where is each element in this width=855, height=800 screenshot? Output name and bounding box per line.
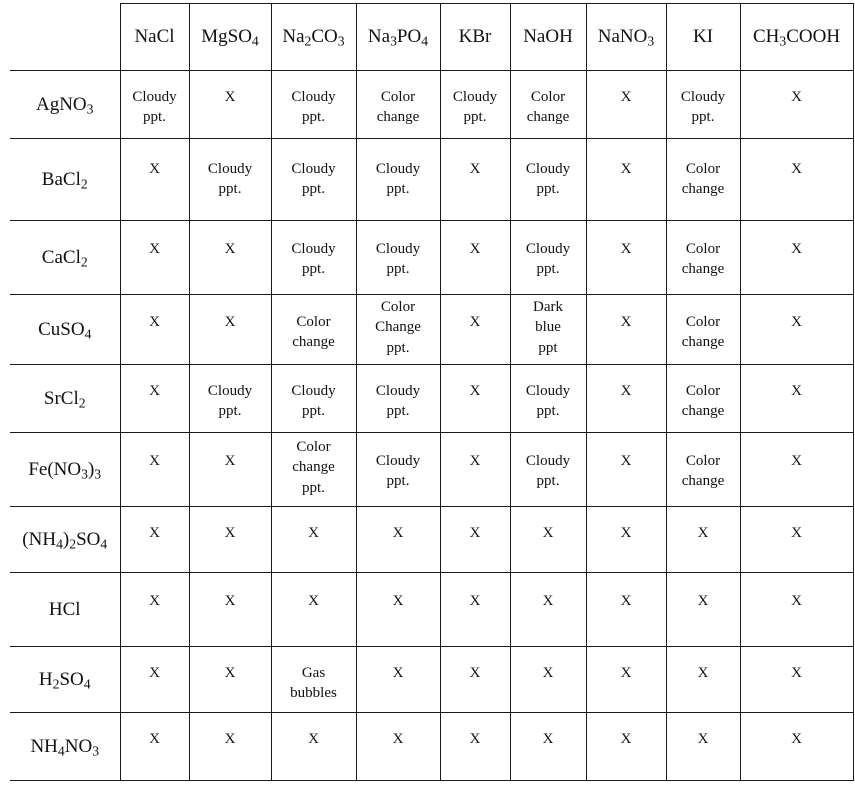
result-text: X <box>392 731 404 747</box>
result-cell <box>740 365 853 433</box>
formula-text: SO <box>59 668 84 690</box>
formula-text: Na <box>367 25 391 47</box>
result-cell <box>510 221 586 295</box>
result-text: Cloudy ppt. <box>452 89 498 126</box>
row-header-srcl2 <box>10 365 120 433</box>
result-cell <box>120 71 189 139</box>
result-cell <box>440 573 510 647</box>
formula-text: Na <box>282 25 305 47</box>
table-row <box>10 221 853 295</box>
reaction-results-table <box>10 3 854 781</box>
result-cell <box>510 139 586 221</box>
formula-text: BaCl <box>41 168 81 190</box>
result-text: Cloudy ppt. <box>680 89 726 126</box>
result-text: X <box>469 525 481 541</box>
result-text: X <box>791 453 802 469</box>
result-text: X <box>224 453 236 469</box>
result-cell <box>666 573 740 647</box>
result-text: X <box>791 161 802 177</box>
formula-subscript: 3 <box>92 742 100 758</box>
result-cell <box>120 433 189 507</box>
column-header-mgso4 <box>189 4 271 71</box>
result-text: X <box>791 383 802 399</box>
formula-text: SrCl <box>43 387 79 409</box>
result-text: Cloudy ppt. <box>291 241 336 278</box>
result-text: X <box>469 665 481 681</box>
result-cell <box>440 647 510 713</box>
result-text: X <box>620 453 632 469</box>
result-text: X <box>542 731 554 747</box>
result-cell <box>666 295 740 365</box>
result-text: Cloudy ppt. <box>291 89 336 126</box>
result-cell <box>120 139 189 221</box>
result-cell <box>189 647 271 713</box>
formula-text: Fe(NO <box>28 458 82 480</box>
result-text: Color change <box>681 241 725 278</box>
formula-subscript: 3 <box>337 32 345 48</box>
result-text: X <box>620 731 632 747</box>
result-text: Color change <box>526 89 570 126</box>
result-cell <box>120 295 189 365</box>
result-cell <box>356 71 440 139</box>
formula-subscript: 3 <box>779 32 787 48</box>
table-row <box>10 507 853 573</box>
formula-text: CO <box>311 25 338 47</box>
result-text: X <box>469 453 481 469</box>
result-text: Color Change ppt. <box>375 299 421 356</box>
formula-text: SO <box>76 528 101 550</box>
result-text: X <box>542 665 554 681</box>
result-cell <box>356 365 440 433</box>
table-row <box>10 295 853 365</box>
table-row <box>10 713 853 781</box>
result-cell <box>189 295 271 365</box>
result-cell <box>740 507 853 573</box>
result-text: X <box>791 89 802 105</box>
result-text: X <box>542 593 554 609</box>
result-cell <box>271 713 356 781</box>
result-text: X <box>469 731 481 747</box>
column-header-nacl <box>120 4 189 71</box>
result-text: Color change <box>681 314 725 351</box>
column-header-nano3 <box>586 4 666 71</box>
formula-subscript: 2 <box>69 535 77 551</box>
table-row <box>10 139 853 221</box>
result-cell <box>740 433 853 507</box>
result-cell <box>666 433 740 507</box>
result-cell <box>271 71 356 139</box>
result-text: X <box>224 314 236 330</box>
result-cell <box>666 507 740 573</box>
result-cell <box>271 647 356 713</box>
result-text: X <box>791 665 802 681</box>
table-row <box>10 71 853 139</box>
result-text: Cloudy ppt. <box>525 161 571 198</box>
result-text: X <box>149 525 160 541</box>
result-cell <box>740 295 853 365</box>
result-text: Color change <box>376 89 420 126</box>
result-cell <box>271 139 356 221</box>
result-text: X <box>149 665 160 681</box>
result-cell <box>189 71 271 139</box>
result-cell <box>740 573 853 647</box>
result-cell <box>120 713 189 781</box>
result-text: X <box>697 525 709 541</box>
formula-text: ) <box>62 528 70 550</box>
result-cell <box>356 647 440 713</box>
formula-subscript: 4 <box>57 742 65 758</box>
result-cell <box>189 221 271 295</box>
result-cell <box>586 713 666 781</box>
result-text: X <box>791 525 802 541</box>
result-cell <box>189 365 271 433</box>
table-row <box>10 647 853 713</box>
result-text: X <box>469 383 481 399</box>
row-header-nh4-2so4 <box>10 507 120 573</box>
result-cell <box>271 507 356 573</box>
result-text: X <box>469 161 481 177</box>
result-cell <box>666 221 740 295</box>
result-cell <box>356 221 440 295</box>
formula-text: H <box>38 668 53 690</box>
table-body <box>10 71 853 781</box>
formula-subscript: 2 <box>80 175 88 191</box>
result-text: X <box>392 525 404 541</box>
result-cell <box>586 433 666 507</box>
result-text: Cloudy ppt. <box>375 453 421 490</box>
result-text: Color change <box>681 453 725 490</box>
row-header-h2so4 <box>10 647 120 713</box>
row-header-hcl <box>10 573 120 647</box>
formula-subscript: 4 <box>56 535 63 551</box>
result-cell <box>586 507 666 573</box>
table-row <box>10 365 853 433</box>
column-header-ch3cooh <box>740 4 853 71</box>
formula-subscript: 2 <box>52 675 60 691</box>
result-cell <box>666 71 740 139</box>
formula-text: ) <box>87 458 95 480</box>
result-cell <box>356 713 440 781</box>
formula-text: KI <box>692 25 714 47</box>
result-text: Cloudy ppt. <box>525 383 571 420</box>
row-header-fe-no3-3 <box>10 433 120 507</box>
result-cell <box>666 365 740 433</box>
result-cell <box>356 507 440 573</box>
row-header-bacl2 <box>10 139 120 221</box>
result-text: X <box>542 525 554 541</box>
result-text: X <box>149 453 160 469</box>
row-header-agno3 <box>10 71 120 139</box>
result-text: Cloudy ppt. <box>525 453 571 490</box>
formula-text: NaNO <box>597 25 648 47</box>
result-cell <box>440 139 510 221</box>
result-text: Color change <box>681 383 725 420</box>
result-text: Cloudy ppt. <box>207 383 253 420</box>
result-cell <box>740 647 853 713</box>
result-cell <box>510 573 586 647</box>
row-header-nh4no3 <box>10 713 120 781</box>
result-text: X <box>149 241 160 257</box>
result-text: X <box>620 593 632 609</box>
result-text: Color change <box>292 314 335 351</box>
formula-text: CH <box>752 25 780 47</box>
result-text: Cloudy ppt. <box>207 161 253 198</box>
result-text: X <box>620 314 632 330</box>
formula-subscript: 2 <box>304 32 312 48</box>
result-cell <box>189 573 271 647</box>
result-text: X <box>149 593 160 609</box>
result-cell <box>120 573 189 647</box>
result-text: X <box>149 314 160 330</box>
corner-cell <box>10 4 120 71</box>
formula-subscript: 4 <box>100 535 108 551</box>
result-cell <box>510 647 586 713</box>
result-text: X <box>149 731 160 747</box>
result-cell <box>666 647 740 713</box>
table-row <box>10 573 853 647</box>
result-text: X <box>791 314 802 330</box>
result-text: X <box>697 731 709 747</box>
result-cell <box>510 365 586 433</box>
result-cell <box>271 365 356 433</box>
result-text: X <box>308 593 319 609</box>
result-text: Dark blue ppt <box>533 299 563 356</box>
formula-text: KBr <box>458 25 492 47</box>
result-text: Color change <box>681 161 725 198</box>
column-header-na3po4 <box>356 4 440 71</box>
result-text: X <box>620 383 632 399</box>
result-cell <box>740 713 853 781</box>
result-text: X <box>308 525 319 541</box>
result-text: X <box>392 665 404 681</box>
formula-text: NO <box>64 735 93 757</box>
result-cell <box>666 713 740 781</box>
column-header-naoh <box>510 4 586 71</box>
result-cell <box>440 507 510 573</box>
result-text: Cloudy ppt. <box>375 241 421 278</box>
result-cell <box>440 71 510 139</box>
result-cell <box>120 221 189 295</box>
result-cell <box>189 713 271 781</box>
result-text: Color change ppt. <box>292 439 335 496</box>
formula-subscript: 3 <box>81 465 88 481</box>
result-text: X <box>469 241 481 257</box>
result-cell <box>440 433 510 507</box>
result-text: Cloudy ppt. <box>291 161 336 198</box>
result-cell <box>189 507 271 573</box>
result-text: X <box>791 241 802 257</box>
result-text: Cloudy ppt. <box>375 161 421 198</box>
result-cell <box>586 647 666 713</box>
column-header-na2co3 <box>271 4 356 71</box>
formula-subscript: 2 <box>80 253 88 269</box>
header-row <box>10 4 853 71</box>
result-text: X <box>469 314 481 330</box>
result-text: X <box>791 593 802 609</box>
result-cell <box>440 295 510 365</box>
row-header-cacl2 <box>10 221 120 295</box>
result-cell <box>510 71 586 139</box>
formula-subscript: 4 <box>421 32 429 48</box>
formula-text: COOH <box>786 25 841 47</box>
result-text: Gas bubbles <box>290 665 337 702</box>
formula-text: HCl <box>48 598 81 620</box>
column-header-kbr <box>440 4 510 71</box>
result-text: X <box>224 525 236 541</box>
formula-text: NH <box>30 735 58 757</box>
column-header-ki <box>666 4 740 71</box>
result-cell <box>271 221 356 295</box>
result-cell <box>440 713 510 781</box>
row-header-cuso4 <box>10 295 120 365</box>
formula-text: PO <box>396 25 422 47</box>
result-cell <box>586 221 666 295</box>
result-cell <box>586 139 666 221</box>
formula-subscript: 4 <box>84 325 92 341</box>
result-cell <box>189 433 271 507</box>
result-cell <box>120 647 189 713</box>
result-cell <box>510 295 586 365</box>
result-cell <box>271 433 356 507</box>
result-text: X <box>392 593 404 609</box>
result-cell <box>586 365 666 433</box>
formula-subscript: 3 <box>94 465 102 481</box>
result-cell <box>586 71 666 139</box>
result-cell <box>120 365 189 433</box>
result-cell <box>510 507 586 573</box>
result-cell <box>271 295 356 365</box>
table-row <box>10 433 853 507</box>
result-text: X <box>224 89 236 105</box>
result-text: X <box>620 241 632 257</box>
formula-text: MgSO <box>201 25 252 47</box>
result-cell <box>120 507 189 573</box>
result-text: Cloudy ppt. <box>375 383 421 420</box>
result-cell <box>189 139 271 221</box>
result-cell <box>271 573 356 647</box>
formula-text: (NH <box>22 528 57 550</box>
formula-text: CuSO <box>38 318 85 340</box>
result-text: X <box>469 593 481 609</box>
result-cell <box>510 433 586 507</box>
result-cell <box>440 365 510 433</box>
formula-subscript: 3 <box>647 32 655 48</box>
result-text: X <box>224 665 236 681</box>
result-cell <box>356 295 440 365</box>
result-cell <box>740 221 853 295</box>
formula-text: AgNO <box>35 93 87 115</box>
result-text: X <box>620 525 632 541</box>
result-text: X <box>620 161 632 177</box>
result-text: Cloudy ppt. <box>525 241 571 278</box>
formula-text: NaCl <box>134 25 175 47</box>
formula-subscript: 3 <box>390 32 397 48</box>
formula-text: NaOH <box>523 25 573 47</box>
result-text: X <box>149 161 160 177</box>
result-cell <box>510 713 586 781</box>
result-cell <box>740 139 853 221</box>
result-text: X <box>697 665 709 681</box>
result-cell <box>440 221 510 295</box>
formula-text: CaCl <box>41 246 81 268</box>
result-cell <box>666 139 740 221</box>
result-text: X <box>224 731 236 747</box>
result-text: X <box>620 665 632 681</box>
result-text: X <box>149 383 160 399</box>
result-text: X <box>697 593 709 609</box>
formula-subscript: 4 <box>251 32 259 48</box>
result-cell <box>740 71 853 139</box>
result-cell <box>356 573 440 647</box>
result-text: Cloudy ppt. <box>291 383 336 420</box>
result-text: X <box>791 731 802 747</box>
result-cell <box>356 139 440 221</box>
result-text: X <box>224 241 236 257</box>
result-cell <box>586 573 666 647</box>
result-text: Cloudy ppt. <box>132 89 177 126</box>
result-text: X <box>620 89 632 105</box>
result-text: X <box>224 593 236 609</box>
result-text: X <box>308 731 319 747</box>
formula-subscript: 3 <box>86 100 94 116</box>
formula-subscript: 4 <box>83 675 91 691</box>
formula-subscript: 2 <box>78 394 86 410</box>
result-cell <box>586 295 666 365</box>
result-cell <box>356 433 440 507</box>
